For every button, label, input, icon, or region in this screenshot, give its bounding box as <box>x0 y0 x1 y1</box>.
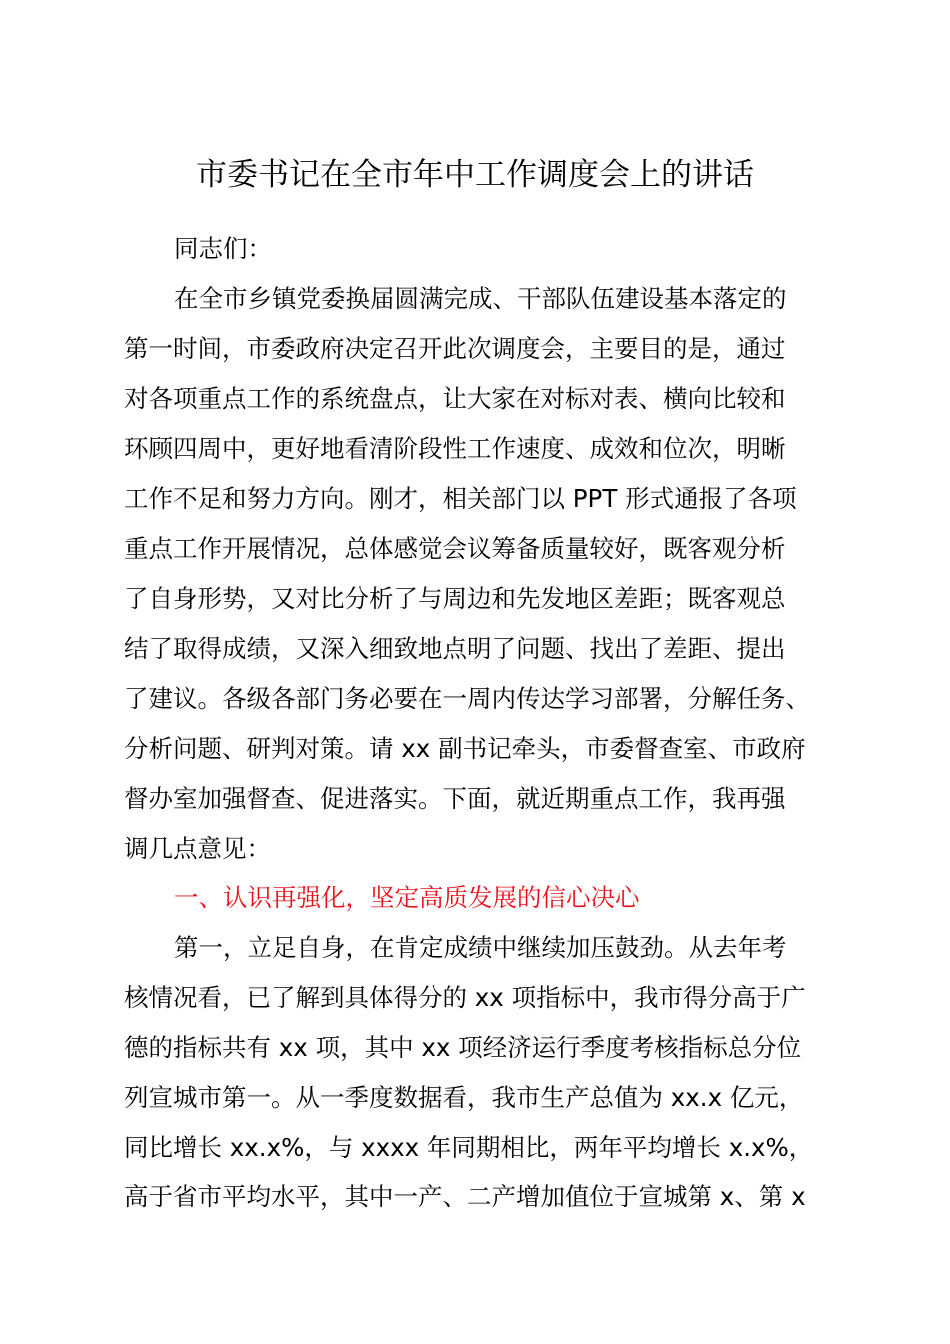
paragraph-line: 督办室加强督查、促进落实。下面，就近期重点工作，我再强 <box>124 784 786 813</box>
paragraph-line: 同比增长 xx.x%，与 xxxx 年同期相比，两年平均增长 x.x%， <box>124 1133 814 1162</box>
paragraph-line: 对各项重点工作的系统盘点，让大家在对标对表、横向比较和 <box>124 384 786 413</box>
paragraph-line: 第一时间，市委政府决定召开此次调度会，主要目的是，通过 <box>124 334 786 363</box>
paragraph-line: 高于省市平均水平，其中一产、二产增加值位于宣城第 x、第 x <box>124 1182 806 1211</box>
paragraph-line: 德的指标共有 xx 项，其中 xx 项经济运行季度考核指标总分位 <box>124 1033 802 1062</box>
salutation: 同志们： <box>174 234 272 263</box>
section-heading: 一、认识再强化，坚定高质发展的信心决心 <box>174 883 640 912</box>
paragraph-line: 列宣城市第一。从一季度数据看，我市生产总值为 xx.x 亿元， <box>124 1083 804 1112</box>
paragraph-line: 第一，立足自身，在肯定成绩中继续加压鼓劲。从去年考 <box>174 933 787 962</box>
paragraph-line: 工作不足和努力方向。刚才，相关部门以 PPT 形式通报了各项 <box>124 484 797 513</box>
paragraph-line: 重点工作开展情况，总体感觉会议筹备质量较好，既客观分析 <box>124 534 786 563</box>
paragraph-line: 调几点意见： <box>124 834 271 863</box>
paragraph-line: 在全市乡镇党委换届圆满完成、干部队伍建设基本落定的 <box>174 284 787 313</box>
paragraph-line: 了自身形势，又对比分析了与周边和先发地区差距；既客观总 <box>124 584 786 613</box>
paragraph-line: 环顾四周中，更好地看清阶段性工作速度、成效和位次，明晰 <box>124 434 786 463</box>
paragraph-line: 结了取得成绩，又深入细致地点明了问题、找出了差距、提出 <box>124 634 786 663</box>
paragraph-line: 了建议。各级各部门务必要在一周内传达学习部署，分解任务、 <box>124 684 810 713</box>
paragraph-line: 核情况看，已了解到具体得分的 xx 项指标中，我市得分高于广 <box>124 983 806 1012</box>
document-title: 市委书记在全市年中工作调度会上的讲话 <box>196 157 754 193</box>
paragraph-line: 分析问题、研判对策。请 xx 副书记牵头，市委督查室、市政府 <box>124 734 806 763</box>
